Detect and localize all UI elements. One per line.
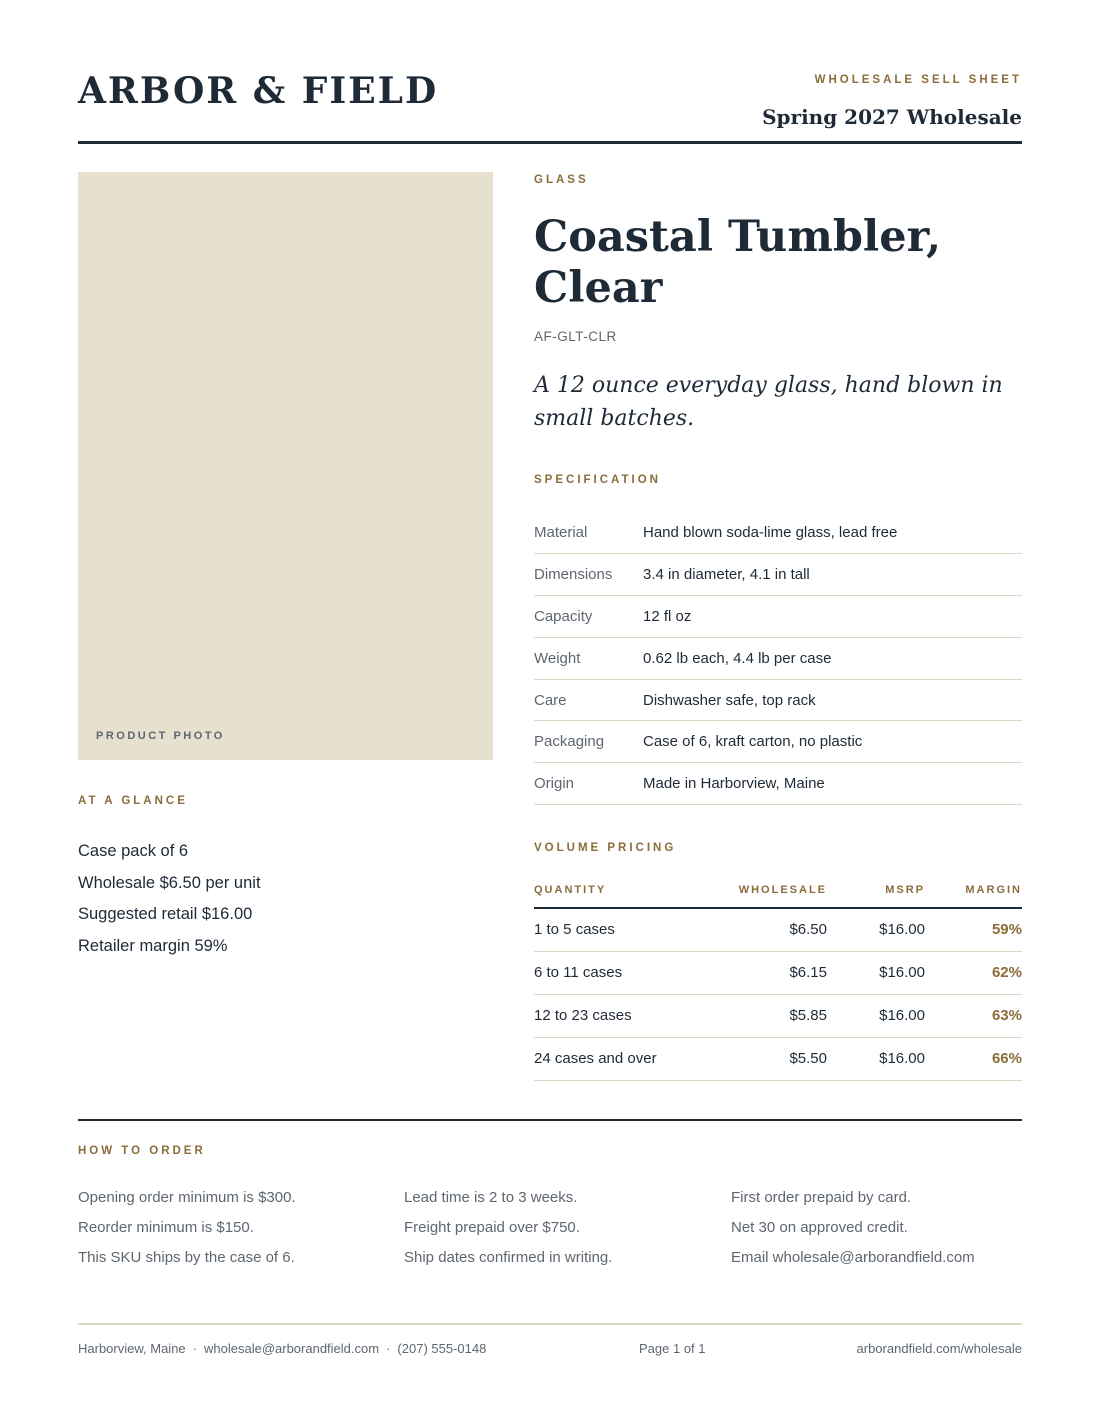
order-note: Net 30 on approved credit.	[731, 1219, 908, 1236]
spec-key: Packaging	[534, 721, 643, 763]
order-note: Opening order minimum is $300.	[78, 1189, 296, 1206]
pricing-wholesale: $6.50	[727, 908, 827, 951]
order-note: This SKU ships by the case of 6.	[78, 1249, 295, 1266]
spec-row	[534, 763, 1022, 805]
product-photo	[78, 172, 493, 760]
order-note: Reorder minimum is $150.	[78, 1219, 254, 1236]
product-title-line: Clear	[534, 263, 663, 313]
footer-phone: (207) 555-0148	[397, 1341, 487, 1356]
pricing-wholesale: $6.15	[727, 951, 827, 994]
pricing-row	[534, 908, 1022, 951]
at-a-glance-heading: AT A GLANCE	[78, 795, 188, 807]
order-column-terms	[78, 1183, 296, 1273]
at-a-glance-list	[78, 836, 261, 962]
spec-row	[534, 554, 1022, 596]
footer-separator: ·	[192, 1341, 197, 1356]
spec-value: 3.4 in diameter, 4.1 in tall	[643, 554, 1022, 596]
spec-key: Origin	[534, 763, 643, 805]
spec-key: Weight	[534, 637, 643, 679]
pricing-msrp: $16.00	[827, 1037, 925, 1080]
order-divider	[78, 1119, 1022, 1121]
order-column-payment	[731, 1183, 975, 1273]
specification-heading: SPECIFICATION	[534, 474, 661, 486]
footer-url-link[interactable]: arborandfield.com/wholesale	[856, 1341, 1022, 1356]
spec-row	[534, 637, 1022, 679]
spec-row	[534, 512, 1022, 554]
pricing-wholesale: $5.50	[727, 1037, 827, 1080]
brand-logo: ARBOR & FIELD	[78, 70, 439, 112]
pricing-msrp: $16.00	[827, 994, 925, 1037]
pricing-msrp: $16.00	[827, 951, 925, 994]
glance-item: Suggested retail $16.00	[78, 905, 253, 923]
footer-separator: ·	[386, 1341, 391, 1356]
volume-pricing-table	[534, 872, 1022, 1081]
pricing-row	[534, 1037, 1022, 1080]
header-divider	[78, 141, 1022, 144]
order-note: Freight prepaid over $750.	[404, 1219, 580, 1236]
spec-row	[534, 721, 1022, 763]
spec-value: Dishwasher safe, top rack	[643, 679, 1022, 721]
specification-table	[534, 512, 1022, 805]
pricing-margin: 63%	[925, 994, 1022, 1037]
column-header-wholesale: WHOLESALE	[727, 872, 827, 908]
glance-item: Wholesale $6.50 per unit	[78, 873, 261, 892]
pricing-margin: 59%	[925, 908, 1022, 951]
glance-item: Retailer margin 59%	[78, 936, 228, 955]
page-number: Page 1 of 1	[639, 1341, 706, 1356]
column-header-quantity: QUANTITY	[534, 872, 727, 908]
order-note: Email wholesale@arborandfield.com	[731, 1249, 975, 1266]
footer-email-link[interactable]: wholesale@arborandfield.com	[204, 1341, 380, 1356]
pricing-msrp: $16.00	[827, 908, 925, 951]
footer-divider	[78, 1323, 1022, 1325]
pricing-margin: 62%	[925, 951, 1022, 994]
spec-row	[534, 679, 1022, 721]
spec-key: Care	[534, 679, 643, 721]
volume-pricing-heading: VOLUME PRICING	[534, 842, 677, 854]
product-category: GLASS	[534, 174, 589, 186]
season-title: Spring 2027 Wholesale	[762, 105, 1022, 129]
spec-key: Capacity	[534, 596, 643, 638]
spec-value: 0.62 lb each, 4.4 lb per case	[643, 637, 1022, 679]
order-note: First order prepaid by card.	[731, 1189, 912, 1206]
pricing-header-row	[534, 872, 1022, 908]
footer-contact	[78, 1341, 486, 1356]
spec-value: Made in Harborview, Maine	[643, 763, 1022, 805]
column-header-msrp: MSRP	[827, 872, 925, 908]
spec-value: Case of 6, kraft carton, no plastic	[643, 721, 1022, 763]
product-title	[534, 212, 1022, 314]
glance-item: Case pack of 6	[78, 842, 189, 860]
spec-key: Dimensions	[534, 554, 643, 596]
product-photo-label: PRODUCT PHOTO	[96, 730, 225, 742]
pricing-quantity: 1 to 5 cases	[534, 908, 727, 951]
order-note: Ship dates confirmed in writing.	[404, 1249, 613, 1266]
order-column-shipping	[404, 1183, 612, 1273]
pricing-quantity: 24 cases and over	[534, 1037, 727, 1080]
spec-key: Material	[534, 512, 643, 554]
pricing-quantity: 6 to 11 cases	[534, 951, 727, 994]
pricing-row	[534, 994, 1022, 1037]
spec-value: Hand blown soda-lime glass, lead free	[643, 512, 1022, 554]
product-sku: AF-GLT-CLR	[534, 329, 617, 344]
order-note: Lead time is 2 to 3 weeks.	[404, 1189, 578, 1206]
pricing-margin: 66%	[925, 1037, 1022, 1080]
pricing-row	[534, 951, 1022, 994]
pricing-wholesale: $5.85	[727, 994, 827, 1037]
document-type: WHOLESALE SELL SHEET	[814, 74, 1022, 86]
spec-row	[534, 596, 1022, 638]
product-tagline: A 12 ounce everyday glass, hand blown in small batches.	[534, 373, 1003, 431]
product-title-line: Coastal Tumbler,	[534, 212, 942, 262]
pricing-quantity: 12 to 23 cases	[534, 994, 727, 1037]
column-header-margin: MARGIN	[925, 872, 1022, 908]
footer-location: Harborview, Maine	[78, 1341, 186, 1356]
how-to-order-heading: HOW TO ORDER	[78, 1145, 206, 1157]
spec-value: 12 fl oz	[643, 596, 1022, 638]
